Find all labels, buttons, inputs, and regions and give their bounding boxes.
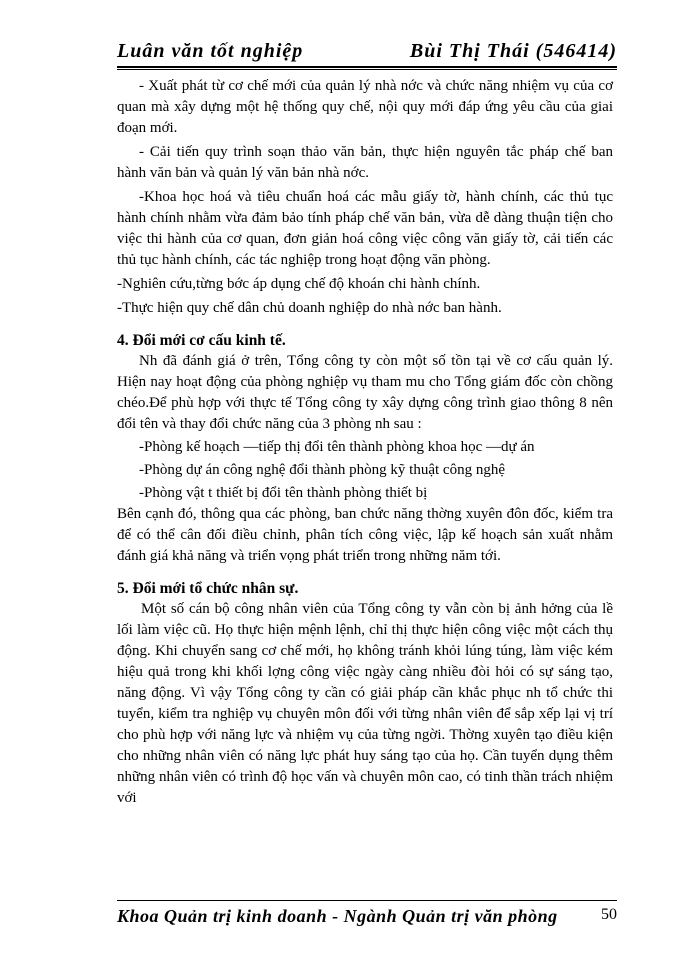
paragraph-3: -Khoa học hoá và tiêu chuẩn hoá các mẫu giấy tờ, hành chính, các thủ tục hành chính nhằm vừa đảm bảo tính pháp chế văn bản, vừa dễ dàng thuận tiện cho việc thi hành của cơ quan, đơn giản hoá công việc công văn giấy tờ, cải tiến các thủ tục hành chính, các tác nghiệp trong hoạt động văn phòng. (117, 189, 613, 268)
thesis-title: Luân văn tốt nghiệp (117, 40, 304, 62)
paragraph-4: -Nghiên cứu,từng bớc áp dụng chế độ khoán chi hành chính. (117, 276, 481, 292)
page-content (117, 76, 613, 809)
author-name: Bùi Thị Thái (546414) (409, 40, 617, 62)
paragraph-1: - Xuất phát từ cơ chế mới của quản lý nhà nớc và chức năng nhiệm vụ của cơ quan mà xây dựng một hệ thống quy chế, nội quy mới đáp ứng yêu cầu của giai đoạn mới. (117, 78, 613, 136)
page-number: 50 (601, 906, 617, 923)
section-4-closing: Bên cạnh đó, thông qua các phòng, ban chức năng thờng xuyên đôn đốc, kiểm tra để có thể cân đối điều chỉnh, phân tích công việc, lập kế hoạch sản xuất nhằm đánh giá khả năng và triển vọng phát triển trong những năm tới. (117, 506, 613, 564)
paragraph-5: -Thực hiện quy chế dân chủ doanh nghiệp do nhà nớc ban hành. (117, 300, 502, 316)
section-5-body: Một số cán bộ công nhân viên của Tổng công ty vẫn còn bị ảnh hởng của lề lối làm việc cũ. Họ thực hiện mệnh lệnh, chỉ thị thực hiện công việc một cách thụ động. Khi chuyển sang cơ chế mới, họ không tránh khỏi lúng túng, làm việc kém hiệu quả trong khi khối lợng công việc ngày càng nhiều đòi hỏi có sự sáng tạo, năng động. Vì vậy Tổng công ty cần có giải pháp cần khắc phục nh tổ chức thi tuyển, kiểm tra nghiệp vụ chuyên môn đối với từng nhân viên để sắp xếp lại vị trí cho phù hợp với năng lực và nhiệm vụ của từng ngời. Thờng xuyên tạo điều kiện cho những nhân viên có năng lực phát huy sáng tạo của họ. Cần tuyển dụng thêm những nhân viên có trình độ học vấn và chuyên môn cao, có tinh thần trách nhiệm với (117, 601, 613, 806)
section-4-item-3: -Phòng vật t thiết bị đổi tên thành phòng thiết bị (139, 485, 428, 501)
section-4-item-2: -Phòng dự án công nghệ đổi thành phòng kỹ thuật công nghệ (139, 462, 505, 478)
header-divider (117, 66, 617, 68)
header-divider-thin (117, 69, 617, 70)
section-4-intro: Nh đã đánh giá ở trên, Tổng công ty còn một số tồn tại về cơ cấu quản lý. Hiện nay hoạt động của phòng nghiệp vụ tham mu cho Tổng giám đốc còn chồng chéo.Để phù hợp với thực tế Tổng công ty xây dựng công trình giao thông 8 nên đổi tên và thay đổi chức năng của 3 phòng nh sau : (117, 353, 613, 432)
paragraph-2: - Cải tiến quy trình soạn thảo văn bản, thực hiện nguyên tắc pháp chế ban hành văn bản và quản lý văn bản nhà nớc. (117, 144, 613, 181)
page-header (117, 40, 617, 66)
section-4-heading: 4. Đổi mới cơ cấu kinh tế. (117, 332, 286, 349)
section-4-item-1: -Phòng kế hoạch —tiếp thị đổi tên thành phòng khoa học —dự án (139, 439, 535, 455)
section-5-heading: 5. Đổi mới tổ chức nhân sự. (117, 580, 299, 597)
footer-divider (117, 900, 617, 901)
page-footer (117, 906, 617, 930)
faculty-label: Khoa Quản trị kinh doanh - Ngành Quản trị văn phòng (117, 906, 558, 926)
